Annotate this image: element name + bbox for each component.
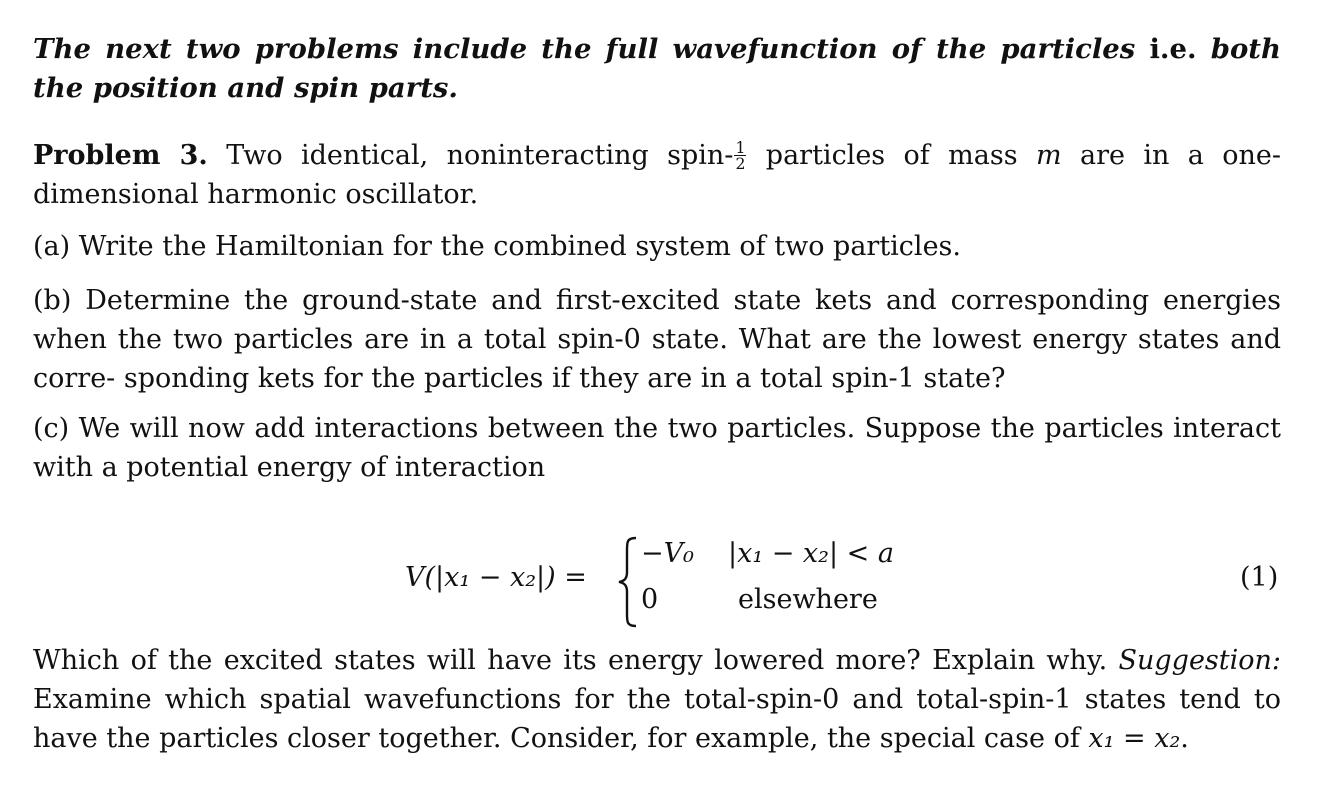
- equation-1: [0, 530, 1324, 630]
- case1-value: −V₀: [641, 538, 694, 569]
- fraction-denominator: 2: [735, 154, 746, 174]
- left-brace-icon: [616, 536, 640, 628]
- fraction-numerator: 1: [735, 137, 746, 157]
- equation-number: (1): [1240, 562, 1279, 593]
- intro-part2: both the position and spin parts.: [33, 33, 1282, 104]
- problem-text-1: Two identical, noninteracting spin-: [207, 140, 734, 171]
- part-a: (a) Write the Hamiltonian for the combined system of two particles.: [33, 231, 961, 262]
- problem-3-statement: [33, 136, 1281, 214]
- question-text: Which of the excited states will have its energy lowered more? Explain why.: [33, 645, 1119, 676]
- intro-note: [33, 30, 1281, 108]
- equation-lhs: V(|x₁ − x₂|) =: [405, 562, 587, 593]
- special-case-equation: x₁ = x₂: [1088, 723, 1181, 754]
- question-end: .: [1180, 723, 1189, 754]
- case1-condition: |x₁ − x₂| < a: [728, 538, 894, 569]
- part-b: (b) Determine the ground-state and first-excited state kets and corresponding energies when the two particles are in a total spin-0 state. What are the lowest energy states and corre- sponding kets for the particles if they are in a total spin-1 state?: [33, 285, 1281, 394]
- question-paragraph: [33, 641, 1281, 758]
- suggestion-text: Examine which spatial wavefunctions for the total-spin-0 and total-spin-1 states tend to have the particles closer together. Consider, for example, the special case of: [33, 684, 1281, 754]
- intro-part1: The next two problems include the full wavefunction of the particles: [33, 33, 1150, 65]
- one-half-fraction: [734, 137, 746, 174]
- suggestion-label: Suggestion:: [1118, 645, 1281, 676]
- case2-condition: elsewhere: [738, 584, 878, 615]
- part-c: (c) We will now add interactions between the two particles. Suppose the particles interact with a potential energy of interaction: [33, 413, 1281, 483]
- mass-variable: m: [1035, 140, 1062, 171]
- intro-ie: i.e.: [1149, 33, 1197, 65]
- problem-text-2: particles of mass: [747, 140, 1036, 171]
- case2-value: 0: [641, 584, 659, 615]
- problem-label: Problem 3.: [33, 140, 208, 171]
- problem-text-3: are in a one-dimensional harmonic oscillator.: [33, 140, 1281, 210]
